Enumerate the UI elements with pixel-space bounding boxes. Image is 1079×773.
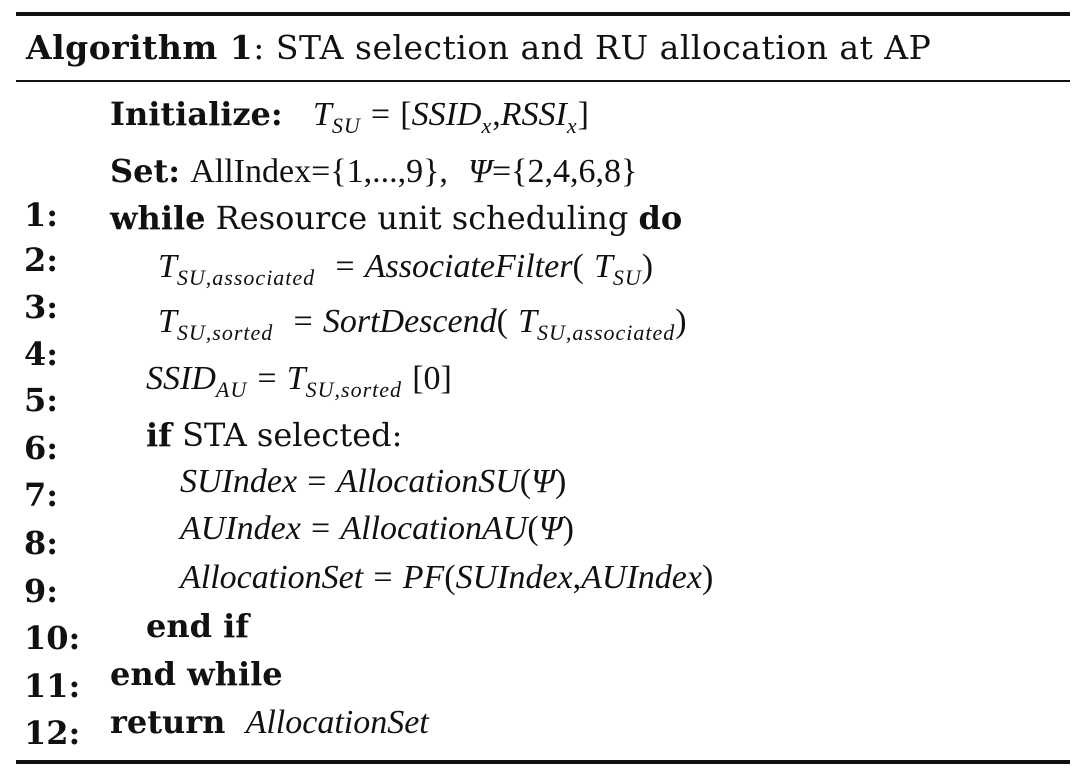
table-symbol: T: [312, 96, 332, 133]
equals-sign: =: [370, 96, 391, 133]
function-name: AllocationSU: [336, 463, 520, 500]
code-line-while: [110, 199, 683, 237]
table-subscript: SU: [612, 265, 642, 290]
equals-sign: =: [373, 559, 393, 596]
initialize-keyword: Initialize:: [110, 95, 283, 133]
open-paren: (: [519, 463, 532, 500]
function-name: AllocationAU: [340, 510, 528, 547]
line-number: 3:: [24, 288, 59, 326]
line-number: 9:: [24, 572, 59, 610]
table-subscript: SU,associated: [537, 320, 676, 345]
algorithm-caption: [26, 28, 931, 67]
open-paren: (: [572, 248, 584, 285]
psi-symbol: Ψ: [538, 510, 563, 547]
initialize-line: [110, 95, 589, 138]
open-paren: (: [496, 303, 508, 340]
if-keyword: if: [146, 416, 172, 454]
argument: SUIndex: [455, 559, 573, 596]
equals-sign: =: [257, 360, 277, 397]
algorithm-title: : STA selection and RU allocation at AP: [253, 28, 932, 67]
equals-sign: =: [293, 303, 313, 340]
left-bracket: [: [400, 96, 412, 133]
comma: ,: [492, 96, 501, 133]
variable: SUIndex: [180, 463, 298, 500]
argument: AUIndex: [581, 559, 702, 596]
end-while-keyword: end while: [110, 655, 283, 693]
line-number: 1:: [24, 196, 59, 234]
code-line-endwhile: [110, 655, 283, 693]
code-line-if: [146, 416, 403, 454]
close-paren: ): [675, 303, 687, 340]
line-number: 8:: [24, 524, 59, 562]
line-number: 12:: [24, 714, 81, 752]
ssid-symbol: SSID: [411, 96, 482, 133]
ssid-subscript: x: [481, 113, 493, 138]
table-subscript: SU,associated: [176, 265, 316, 290]
psi-set: ={2,4,6,8}: [492, 153, 638, 190]
table-symbol: T: [158, 248, 177, 285]
line-number: 5:: [24, 381, 59, 419]
code-line-ssid: [146, 362, 452, 401]
close-paren: ): [701, 559, 714, 596]
while-keyword: while: [110, 199, 206, 237]
while-condition: Resource unit scheduling: [215, 199, 629, 237]
algorithm-label: Algorithm 1: [26, 28, 254, 67]
line-number: 11:: [24, 667, 81, 705]
psi-symbol: Ψ: [531, 463, 556, 500]
rssi-subscript: x: [566, 113, 578, 138]
line-number: 10:: [24, 619, 81, 657]
bottom-rule: [16, 760, 1070, 764]
code-line-associate: [158, 250, 653, 289]
line-number: 7:: [24, 476, 59, 514]
function-name: SortDescend: [322, 303, 497, 340]
equals-sign: =: [335, 248, 355, 285]
code-line-allocationset: [180, 561, 713, 595]
table-symbol: T: [158, 303, 177, 340]
table-symbol: T: [518, 303, 538, 340]
return-keyword: return: [110, 703, 226, 741]
close-paren: ): [562, 510, 574, 547]
return-value: AllocationSet: [245, 704, 429, 741]
ssid-subscript: AU: [215, 377, 248, 402]
close-paren: ): [641, 248, 654, 285]
top-rule: [16, 12, 1070, 16]
line-number: 2:: [24, 241, 59, 279]
right-bracket: ]: [577, 96, 589, 133]
code-line-auindex: [180, 512, 574, 546]
set-line: [110, 152, 638, 190]
line-number: 4:: [24, 335, 59, 373]
close-paren: ): [555, 463, 567, 500]
caption-rule: [16, 80, 1070, 82]
open-paren: (: [444, 559, 456, 596]
psi-symbol: Ψ: [468, 153, 492, 190]
code-line-return: [110, 703, 429, 741]
function-name: AssociateFilter: [364, 248, 573, 285]
function-name: PF: [402, 559, 445, 596]
equals-sign: =: [311, 510, 331, 547]
if-condition: STA selected:: [182, 416, 403, 454]
open-paren: (: [527, 510, 539, 547]
set-keyword: Set:: [110, 152, 181, 190]
index-zero: [0]: [412, 360, 452, 397]
end-if-keyword: end if: [146, 607, 250, 645]
code-line-endif: [146, 607, 250, 645]
set-text: AllIndex={1,...,9},: [190, 153, 448, 190]
variable: AllocationSet: [180, 559, 364, 596]
code-line-suindex: [180, 465, 566, 499]
comma: ,: [572, 559, 582, 596]
table-subscript: SU,sorted: [176, 320, 274, 345]
line-number: 6:: [24, 429, 59, 467]
rssi-symbol: RSSI: [500, 96, 567, 133]
ssid-symbol: SSID: [146, 360, 216, 397]
equals-sign: =: [307, 463, 327, 500]
table-subscript: SU,sorted: [305, 377, 403, 402]
variable: AUIndex: [180, 510, 301, 547]
code-line-sort: [158, 305, 687, 344]
table-symbol: T: [286, 360, 306, 397]
table-subscript: SU: [331, 113, 361, 138]
do-keyword: do: [638, 199, 683, 237]
table-symbol: T: [593, 248, 613, 285]
